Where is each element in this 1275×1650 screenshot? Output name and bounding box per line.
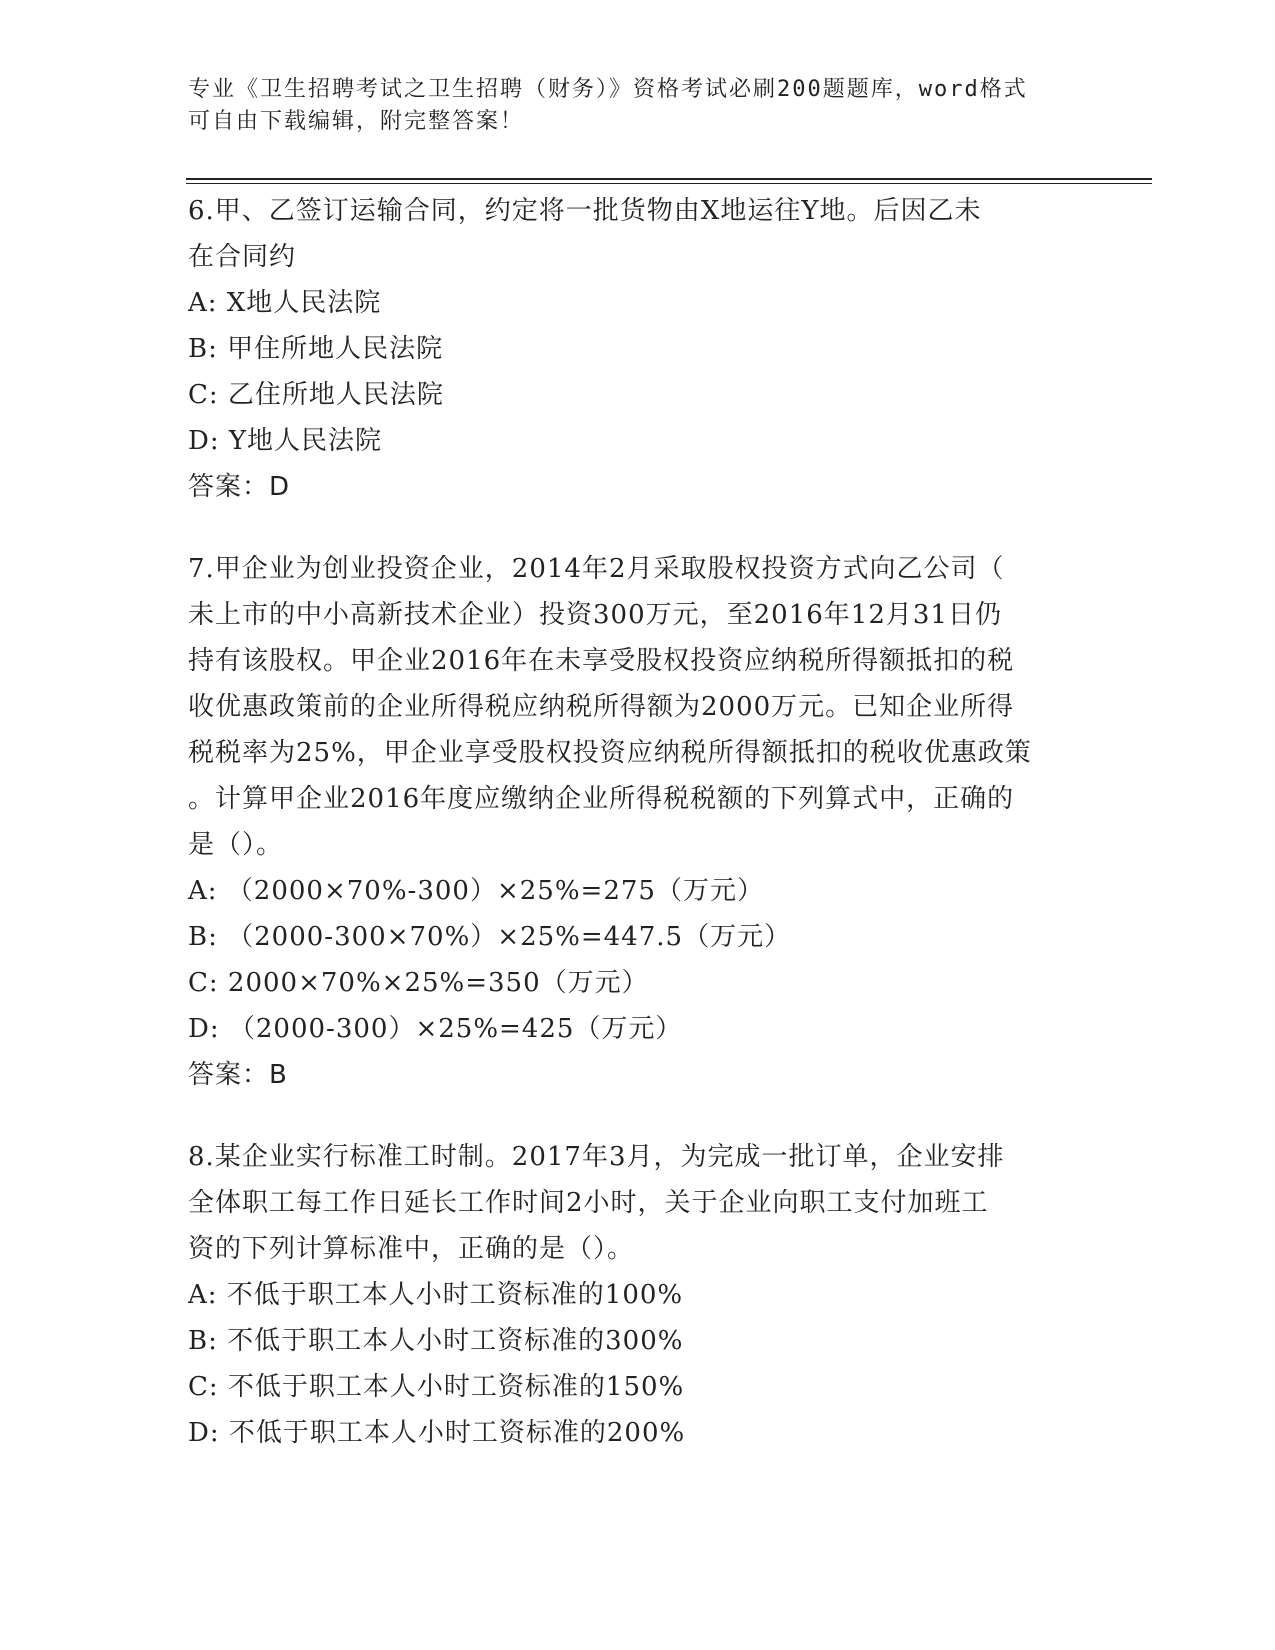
question-stem: 8.某企业实行标准工时制。2017年3月，为完成一批订单，企业安排 — [188, 1142, 1005, 1172]
option-d: D: （2000-300）×25%=425（万元） — [188, 1014, 683, 1044]
option-b: B: 不低于职工本人小时工资标准的300% — [188, 1326, 684, 1356]
option-b: B: （2000-300×70%）×25%=447.5（万元） — [188, 922, 792, 952]
option-a: A: 不低于职工本人小时工资标准的100% — [188, 1280, 684, 1310]
question-stem: 在合同约 — [188, 242, 297, 272]
question-stem: 6.甲、乙签订运输合同，约定将一批货物由X地运往Y地。后因乙未 — [188, 196, 982, 226]
question-stem: 税税率为25%，甲企业享受股权投资应纳税所得额抵扣的税收优惠政策 — [188, 738, 1032, 768]
question-stem: 7.甲企业为创业投资企业，2014年2月采取股权投资方式向乙公司（ — [188, 554, 1005, 584]
answer-label: 答案：D — [188, 472, 291, 502]
header-line-1: 专业《卫生招聘考试之卫生招聘（财务）》资格考试必刷200题题库，word格式 — [188, 77, 1028, 102]
question-stem: 。计算甲企业2016年度应缴纳企业所得税税额的下列算式中，正确的 — [188, 784, 1015, 814]
header-divider-thin — [186, 183, 1152, 184]
document-header — [188, 74, 1068, 138]
header-line-2: 可自由下载编辑，附完整答案！ — [188, 109, 525, 134]
question-7 — [188, 546, 1088, 1098]
option-c: C: 2000×70%×25%=350（万元） — [188, 968, 649, 998]
option-a: A: X地人民法院 — [188, 288, 382, 318]
question-stem: 未上市的中小高新技术企业）投资300万元，至2016年12月31日仍 — [188, 600, 1002, 630]
option-b: B: 甲住所地人民法院 — [188, 334, 444, 364]
option-d: D: Y地人民法院 — [188, 426, 383, 456]
header-divider — [186, 178, 1152, 180]
answer-label: 答案：B — [188, 1060, 288, 1090]
question-list — [188, 188, 1088, 1492]
option-c: C: 不低于职工本人小时工资标准的150% — [188, 1372, 685, 1402]
question-stem: 持有该股权。甲企业2016年在未享受股权投资应纳税所得额抵扣的税 — [188, 646, 1015, 676]
option-d: D: 不低于职工本人小时工资标准的200% — [188, 1418, 686, 1448]
question-stem: 是（）。 — [188, 830, 284, 860]
question-stem: 收优惠政策前的企业所得税应纳税所得额为2000万元。已知企业所得 — [188, 692, 1015, 722]
question-stem: 全体职工每工作日延长工作时间2小时，关于企业向职工支付加班工 — [188, 1188, 989, 1218]
option-c: C: 乙住所地人民法院 — [188, 380, 444, 410]
question-6 — [188, 188, 1088, 510]
question-8 — [188, 1134, 1088, 1456]
question-stem: 资的下列计算标准中，正确的是（）。 — [188, 1234, 635, 1264]
option-a: A: （2000×70%-300）×25%=275（万元） — [188, 876, 764, 906]
